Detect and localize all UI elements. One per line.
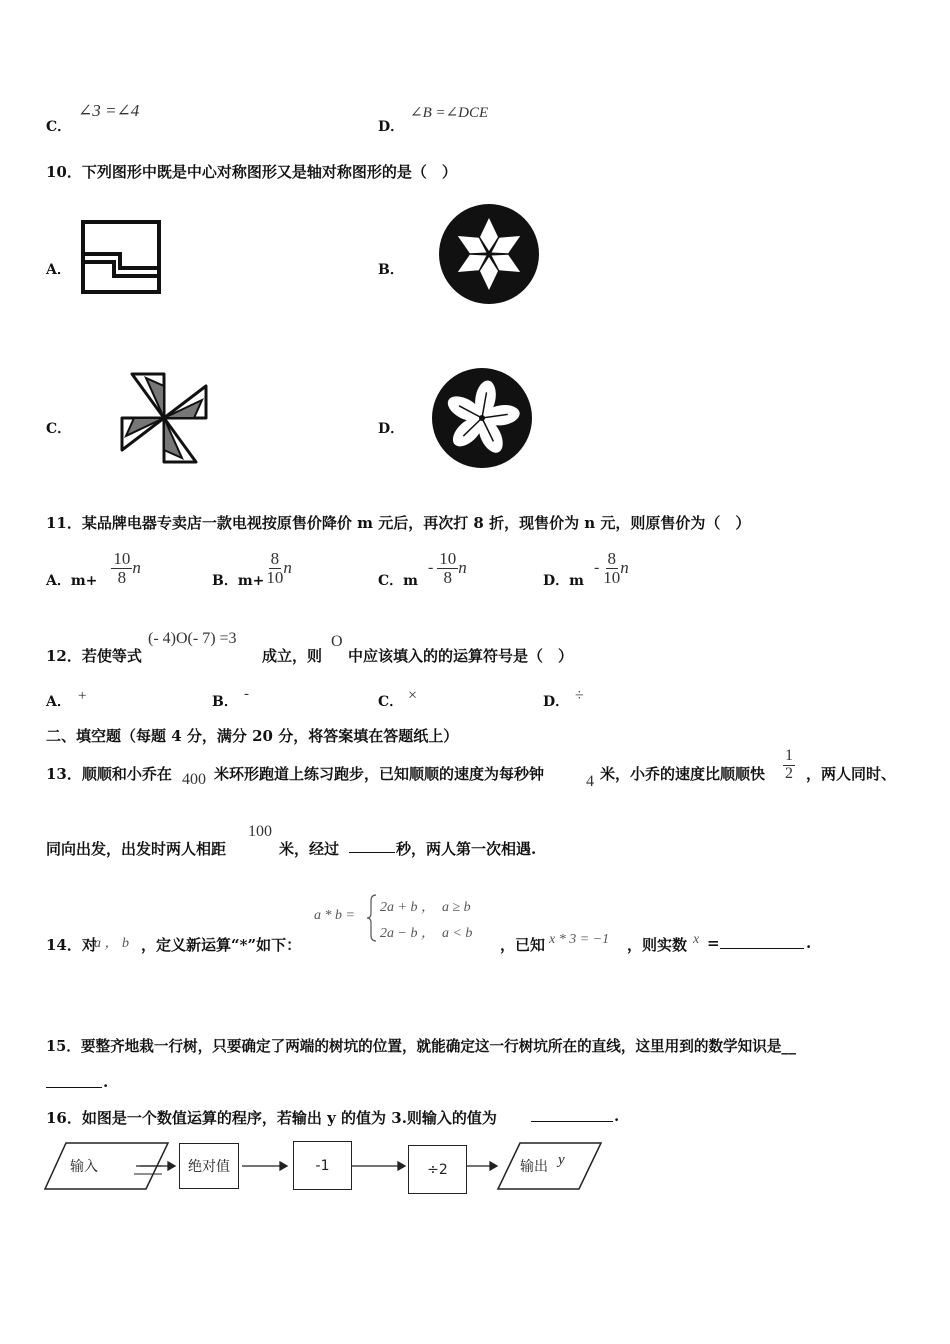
q12-option-a-value: + — [78, 688, 87, 704]
q13-part4: ，两人同时、 — [806, 765, 897, 783]
flow-output-var: y — [558, 1152, 565, 1168]
q11-c-operator: - — [427, 559, 434, 576]
q16-stem: 16．如图是一个数值运算的程序，若输出 y 的值为 3.则输入的值为 — [46, 1109, 497, 1127]
q12-symbol: O — [331, 633, 343, 650]
q13-frac-denominator: 2 — [785, 764, 793, 782]
q9-option-d-label: D． — [378, 119, 405, 135]
q11-b-var: n — [283, 558, 292, 577]
q11-b-numerator: 8 — [270, 548, 280, 568]
flow-div2-box: ÷2 — [408, 1145, 467, 1194]
q13-part3: 米，小乔的速度比顺顺快 — [600, 765, 766, 783]
q10-figure-d — [430, 366, 534, 470]
q12-stem-b: 成立，则 — [262, 647, 323, 665]
q13-answer-blank[interactable] — [349, 838, 395, 853]
q11-d-var: n — [620, 558, 629, 577]
q12-option-c-value: × — [408, 687, 418, 704]
q14-case1: 2a + b ， a ≥ b — [380, 900, 471, 915]
q11-d-numerator: 8 — [607, 548, 617, 568]
q10-figure-c — [116, 368, 212, 468]
q11-option-d-fraction — [603, 550, 620, 587]
q14-part6: . — [806, 934, 812, 952]
q12-option-a-label: A． — [46, 694, 71, 710]
q9-option-d-math: ∠B =∠DCE — [410, 105, 489, 121]
q11-a-denominator: 8 — [117, 567, 127, 587]
q11-option-a — [46, 546, 141, 590]
q16-answer-blank[interactable] — [531, 1107, 613, 1122]
q11-option-b-fraction — [266, 550, 283, 587]
q15-answer-blank[interactable] — [46, 1073, 102, 1088]
q14-part4: ，则实数 — [627, 936, 688, 954]
q12-option-b-label: B． — [212, 694, 238, 710]
q12-option-d-value: ÷ — [575, 687, 584, 704]
q14-lhs: a * b = — [314, 908, 355, 923]
q14-var-x: x — [693, 932, 700, 947]
q16-stem-end: . — [614, 1107, 620, 1125]
q11-a-var: n — [132, 558, 141, 577]
q14-part3: ，已知 — [500, 936, 546, 954]
q13-part1: 13．顺顺和小乔在 — [46, 765, 172, 783]
q11-option-d-label: D．m — [543, 573, 584, 589]
q14-part1: 14．对 — [46, 936, 97, 954]
q13-fraction — [783, 748, 795, 783]
flow-minus1-box: -1 — [293, 1141, 352, 1190]
q11-option-c-label: C．m — [378, 573, 418, 589]
q14-brace — [366, 893, 378, 943]
q10-option-d-label: D． — [378, 421, 405, 437]
q10-stem: 10．下列图形中既是中心对称图形又是轴对称图形的是（ ） — [46, 163, 457, 181]
q14-case2: 2a − b ， a < b — [380, 926, 473, 941]
q13-line2-b: 米，经过 — [279, 840, 340, 858]
q13-value-4: 4 — [586, 773, 594, 790]
q14-vars: a ， b — [94, 936, 129, 951]
q10-figure-a — [78, 218, 164, 296]
q10-figure-b — [437, 202, 541, 306]
flow-output-label: 输出 — [520, 1159, 548, 1175]
q15-line2-end: . — [103, 1073, 109, 1091]
q12-option-c-label: C． — [378, 694, 404, 710]
q13-value-400: 400 — [182, 771, 206, 788]
flow-input-label: 输入 — [70, 1159, 98, 1175]
section2-title: 二、填空题（每题 4 分，满分 20 分，将答案填在答题纸上） — [46, 727, 459, 745]
q13-part2: 米环形跑道上练习跑步，已知顺顺的速度为每秒钟 — [214, 765, 545, 783]
q11-d-operator: - — [593, 559, 600, 576]
flow-output-parallelogram — [498, 1143, 601, 1189]
q11-b-denominator: 10 — [266, 567, 284, 587]
q11-c-denominator: 8 — [443, 567, 453, 587]
q15-line1: 15．要整齐地栽一行树，只要确定了两端的树坑的位置，就能确定这一行树坑所在的直线，这里用到的数学知识是__ — [46, 1038, 797, 1055]
q11-c-var: n — [458, 558, 467, 577]
q14-given: x * 3 = −1 — [549, 932, 610, 947]
q14-part5: = — [707, 934, 720, 952]
q14-answer-blank[interactable] — [720, 934, 804, 949]
q12-stem-a: 12．若使等式 — [46, 647, 142, 665]
q11-option-d — [543, 546, 629, 590]
q11-option-b-label: B．m+ — [212, 573, 265, 589]
q11-option-b — [212, 546, 292, 590]
q12-equation: (- 4)O(- 7) =3 — [148, 630, 237, 647]
q13-line2-a: 同向出发，出发时两人相距 — [46, 840, 227, 858]
q9-option-c-math: ∠3 =∠4 — [78, 101, 140, 120]
q13-frac-numerator: 1 — [785, 747, 793, 764]
q12-option-b-value: - — [244, 686, 249, 702]
q11-c-numerator: 10 — [439, 548, 457, 568]
q11-option-a-fraction — [111, 550, 132, 587]
flow-abs-box: 绝对值 — [179, 1143, 239, 1189]
q12-stem-c: 中应该填入的的运算符号是（ ） — [348, 647, 574, 665]
q11-a-numerator: 10 — [113, 548, 131, 568]
q10-option-b-label: B． — [378, 262, 404, 278]
q11-d-denominator: 10 — [603, 567, 621, 587]
q13-value-100: 100 — [248, 823, 272, 840]
q9-option-c-label: C． — [46, 119, 72, 135]
q11-option-a-label: A．m+ — [46, 573, 98, 589]
q10-option-c-label: C． — [46, 421, 72, 437]
q13-line2-c: 秒，两人第一次相遇. — [396, 840, 537, 858]
q11-option-c — [378, 546, 467, 590]
q14-part2: ，定义新运算“*”如下： — [141, 936, 302, 954]
q12-option-d-label: D． — [543, 694, 570, 710]
q10-option-a-label: A． — [46, 262, 71, 278]
q11-option-c-fraction — [437, 550, 458, 587]
q11-stem: 11．某品牌电器专卖店一款电视按原售价降价 m 元后，再次打 8 折，现售价为 n 元，则原售价为（ ） — [46, 514, 751, 532]
